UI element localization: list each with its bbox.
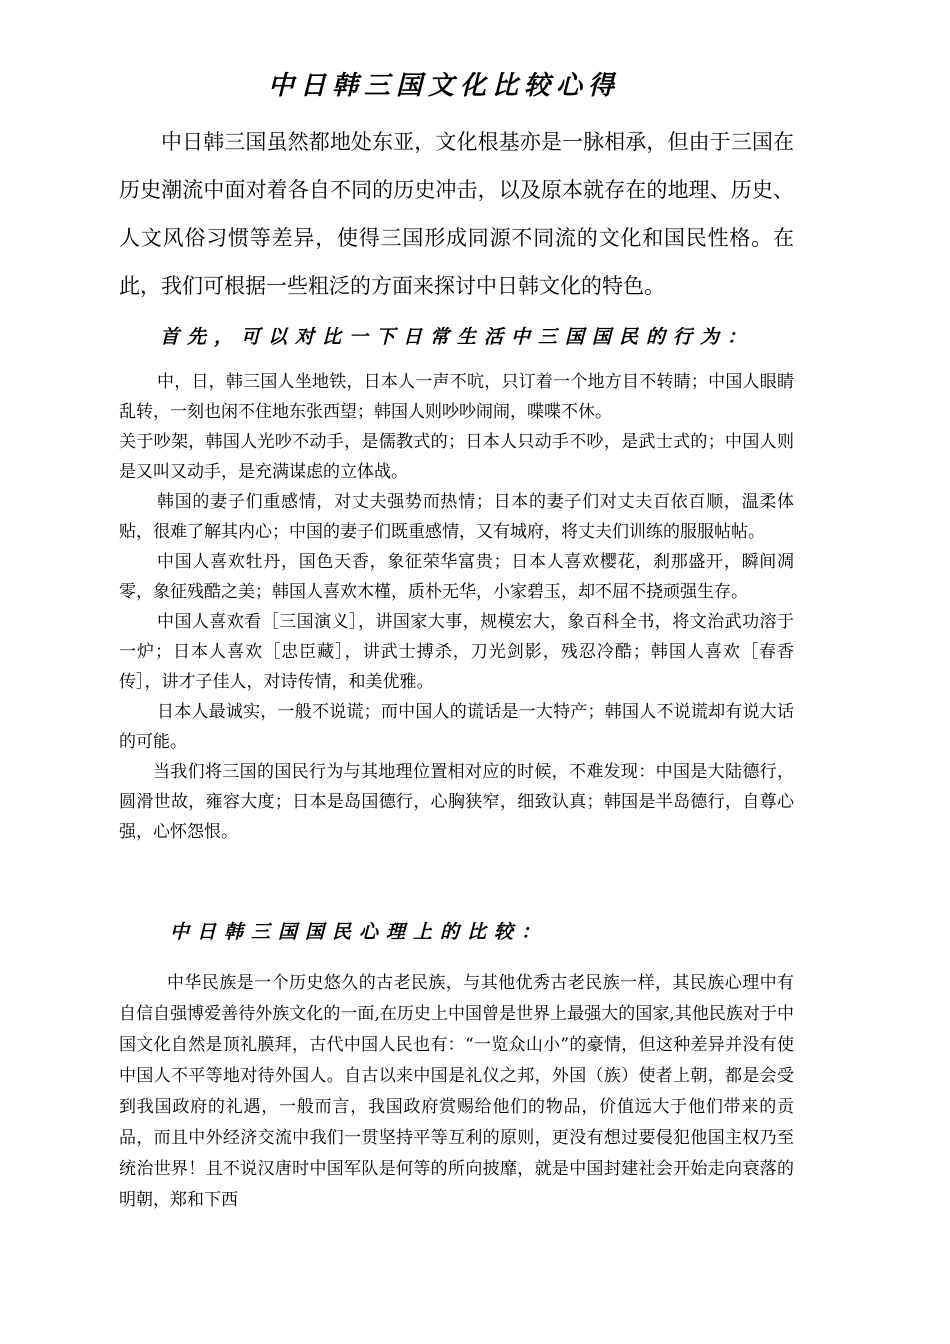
section-heading-daily-behavior: 首先，可以对比一下日常生活中三国国民的行为：: [160, 326, 755, 348]
section-body-daily-behavior: [119, 367, 794, 847]
section-heading-psychology: 中日韩三国国民心理上的比较：: [170, 921, 549, 943]
intro-paragraph: 中日韩三国虽然都地处东亚，文化根基亦是一脉相承，但由于三国在历史潮流中面对着各自不同的历史冲击，以及原本就存在的地理、历史、人文风俗习惯等差异，使得三国形成同源不同流的文化和国民性格。在此，我们可根据一些粗泛的方面来探讨中日韩文化的特色。: [119, 130, 794, 298]
paragraph-flowers: 中国人喜欢牡丹，国色天香，象征荣华富贵；日本人喜欢樱花，刹那盛开，瞬间凋零，象征残酷之美；韩国人喜欢木槿，质朴无华，小家碧玉，却不屈不挠顽强生存。: [119, 552, 794, 602]
document-title: 中日韩三国文化比较心得: [268, 71, 621, 101]
paragraph-quarrel: 关于吵架，韩国人光吵不动手，是儒教式的；日本人只动手不吵，是武士式的；中国人则是又叫又动手，是充满谋虑的立体战。: [119, 432, 794, 482]
section-body-psychology: [119, 968, 794, 1216]
paragraph-literature: 中国人喜欢看［三国演义］，讲国家大事，规模宏大，象百科全书，将文治武功溶于一炉；日本人喜欢［忠臣藏］，讲武士搏杀，刀光剑影，残忍冷酷；韩国人喜欢［春香传］，讲才子佳人，对诗传情，和美优雅。: [119, 612, 794, 692]
paragraph-chinese-nation: 中华民族是一个历史悠久的古老民族，与其他优秀古老民族一样，其民族心理中有自信自强博爱善待外族文化的一面,在历史上中国曾是世界上最强大的国家,其他民族对于中国文化自然是顶礼膜拜，古代中国人民也有：“一览众山小”的豪情，但这种差异并没有使中国人不平等地对待外国人。自古以来中国是礼仪之邦，外国（族）使者上朝，都是会受到我国政府的礼遇，一般而言，我国政府赏赐给他们的物品，价值远大于他们带来的贡品，而且中外经济交流中我们一贯坚持平等互利的原则，更没有想过要侵犯他国主权乃至统治世界！且不说汉唐时中国军队是何等的所向披靡，就是中国封建社会开始走向衰落的明朝，郑和下西: [119, 973, 794, 1210]
paragraph-subway: 中，日，韩三国人坐地铁，日本人一声不吭，只订着一个地方目不转睛；中国人眼睛乱转，一刻也闲不住地东张西望；韩国人则吵吵闹闹，喋喋不休。: [119, 372, 794, 422]
paragraph-honesty: 日本人最诚实，一般不说谎；而中国人的谎话是一大特产；韩国人不说谎却有说大话的可能。: [119, 702, 794, 752]
paragraph-geography: 当我们将三国的国民行为与其地理位置相对应的时候，不难发现：中国是大陆德行，圆滑世故，雍容大度；日本是岛国德行，心胸狭窄，细致认真；韩国是半岛德行，自尊心强，心怀怨恨。: [119, 762, 794, 842]
paragraph-wives: 韩国的妻子们重感情，对丈夫强势而热情；日本的妻子们对丈夫百依百顺，温柔体贴，很难了解其内心；中国的妻子们既重感情，又有城府，将丈夫们训练的服服帖帖。: [119, 492, 794, 542]
